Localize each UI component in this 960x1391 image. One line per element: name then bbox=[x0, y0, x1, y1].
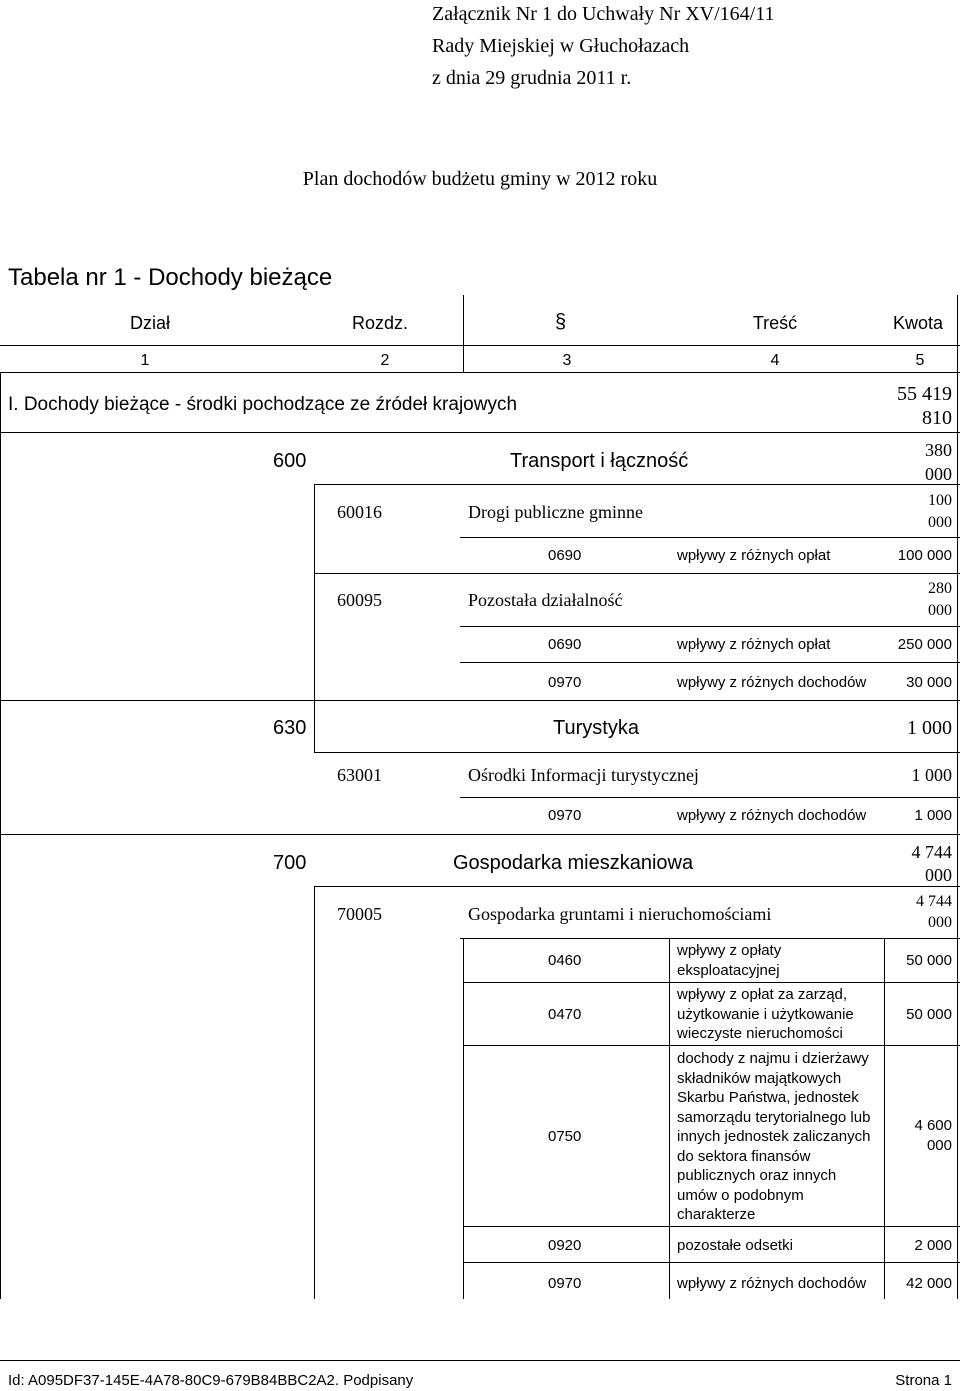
dzial-code: 600 bbox=[273, 450, 307, 472]
rozdzial-amount-line-1: 280 bbox=[928, 580, 952, 597]
row-divider bbox=[460, 797, 960, 798]
rozdzial-amount-line-1: 100 bbox=[928, 492, 952, 509]
paragraf-amount: 2 000 bbox=[914, 1237, 952, 1254]
rozdzial-code: 60016 bbox=[337, 502, 382, 522]
rozdzial-amount-line-1: 4 744 bbox=[916, 893, 952, 910]
row-divider bbox=[463, 1262, 960, 1263]
dzial-amount: 1 000 bbox=[907, 717, 952, 739]
paragraf-code: 0690 bbox=[548, 636, 582, 653]
attachment-line-2: Rady Miejskiej w Głuchołazach bbox=[432, 35, 690, 57]
paragraf-code: 0970 bbox=[548, 1275, 582, 1292]
rozdzial-name: Drogi publiczne gminne bbox=[468, 502, 643, 522]
rozdzial-amount-line-2: 000 bbox=[928, 914, 952, 931]
paragraf-name: wpływy z różnych dochodów bbox=[677, 1275, 867, 1292]
column-number-4: 4 bbox=[770, 352, 780, 369]
paragraf-amount: 250 000 bbox=[897, 636, 952, 653]
row-divider bbox=[460, 626, 960, 627]
paragraf-name: pozostałe odsetki bbox=[677, 1237, 793, 1254]
paragraf-code: 0750 bbox=[548, 1128, 582, 1145]
paragraf-amount: 50 000 bbox=[906, 1006, 952, 1023]
dzial-code: 630 bbox=[273, 717, 307, 739]
row-divider bbox=[314, 484, 960, 485]
paragraf-code: 0470 bbox=[548, 1006, 582, 1023]
paragraf-name: wpływy z opłat za zarząd, użytkowanie i użytkowanie wieczyste nieruchomości bbox=[677, 986, 854, 1042]
paragraf-name: wpływy z różnych dochodów bbox=[677, 674, 867, 691]
paragraf-code: 0460 bbox=[548, 952, 582, 969]
paragraf-amount-line-2: 000 bbox=[926, 1137, 952, 1154]
rozdzial-name: Ośrodki Informacji turystycznej bbox=[468, 765, 699, 785]
paragraf-amount: 30 000 bbox=[906, 674, 952, 691]
dzial-name: Transport i łączność bbox=[510, 450, 689, 472]
paragraf-code: 0970 bbox=[548, 674, 582, 691]
document-id: Id: A095DF37-145E-4A78-80C9-679B84BBC2A2. Podpisany bbox=[8, 1372, 414, 1389]
column-divider bbox=[884, 938, 885, 1299]
column-header-rozdz: Rozdz. bbox=[351, 313, 409, 333]
attachment-line-3: z dnia 29 grudnia 2011 r. bbox=[432, 67, 632, 89]
paragraf-amount: 42 000 bbox=[906, 1275, 952, 1292]
column-number-3: 3 bbox=[562, 352, 572, 369]
section-label: I. Dochody bieżące - środki pochodzące ze źródeł krajowych bbox=[8, 394, 518, 415]
column-divider bbox=[314, 886, 315, 1299]
rozdzial-code: 63001 bbox=[337, 765, 382, 785]
dzial-amount-line-1: 380 bbox=[925, 440, 952, 460]
column-header-tresc: Treść bbox=[752, 313, 798, 333]
plan-title: Plan dochodów budżetu gminy w 2012 roku bbox=[302, 168, 658, 190]
paragraf-name: wpływy z różnych opłat bbox=[677, 636, 831, 653]
ditto-mark-icon: § bbox=[555, 311, 567, 333]
row-divider bbox=[460, 537, 960, 538]
column-divider bbox=[314, 484, 315, 752]
paragraf-code: 0970 bbox=[548, 807, 582, 824]
row-divider bbox=[314, 573, 960, 574]
column-number-5: 5 bbox=[915, 352, 925, 369]
page-number: Strona 1 bbox=[895, 1372, 952, 1389]
column-header-dzial: Dział bbox=[129, 313, 170, 333]
rozdzial-code: 60095 bbox=[337, 590, 382, 610]
table-left-border bbox=[0, 372, 1, 1299]
paragraf-amount: 1 000 bbox=[914, 807, 952, 824]
paragraf-name: wpływy z różnych opłat bbox=[677, 547, 831, 564]
row-divider bbox=[460, 662, 960, 663]
row-divider bbox=[0, 834, 960, 835]
row-divider bbox=[0, 432, 960, 433]
rozdzial-amount-line-2: 000 bbox=[928, 602, 952, 619]
paragraf-name: dochody z najmu i dzierżawy składników majątkowych Skarbu Państwa, jednostek samorządu terytorialnego lub innych jednostek zaliczanych do sektora finansów publicznych oraz innych umów o podobnym charakterze bbox=[677, 1050, 871, 1223]
column-divider bbox=[463, 938, 464, 1299]
paragraf-code: 0690 bbox=[548, 547, 582, 564]
dzial-amount-line-2: 000 bbox=[925, 865, 952, 885]
column-header-kwota: Kwota bbox=[893, 313, 944, 333]
paragraf-amount: 100 000 bbox=[897, 547, 952, 564]
column-divider bbox=[669, 938, 670, 1299]
paragraf-name: wpływy z różnych dochodów bbox=[677, 807, 867, 824]
paragraf-amount: 50 000 bbox=[906, 952, 952, 969]
row-divider bbox=[314, 752, 960, 753]
dzial-amount-line-2: 000 bbox=[925, 464, 952, 484]
footer-divider bbox=[0, 1360, 960, 1361]
row-divider bbox=[314, 886, 960, 887]
rozdzial-amount-line-2: 000 bbox=[928, 514, 952, 531]
row-divider bbox=[0, 700, 960, 701]
paragraf-amount-line-1: 4 600 bbox=[914, 1117, 952, 1134]
rozdzial-name: Gospodarka gruntami i nieruchomościami bbox=[468, 904, 772, 924]
column-number-2: 2 bbox=[380, 352, 390, 369]
header-column-divider bbox=[463, 295, 464, 372]
row-divider bbox=[463, 982, 960, 983]
rozdzial-code: 70005 bbox=[337, 904, 382, 924]
section-amount-line-2: 810 bbox=[922, 407, 952, 429]
dzial-code: 700 bbox=[273, 852, 307, 874]
dzial-name: Gospodarka mieszkaniowa bbox=[453, 852, 694, 874]
header-divider bbox=[0, 345, 960, 346]
dzial-amount-line-1: 4 744 bbox=[911, 842, 952, 862]
table-top-border bbox=[0, 372, 960, 373]
row-divider bbox=[463, 1226, 960, 1227]
section-amount-line-1: 55 419 bbox=[897, 383, 952, 405]
rozdzial-name: Pozostała działalność bbox=[468, 590, 623, 610]
paragraf-code: 0920 bbox=[548, 1237, 582, 1254]
row-divider bbox=[463, 1045, 960, 1046]
dzial-name: Turystyka bbox=[553, 717, 639, 739]
row-divider bbox=[460, 938, 960, 939]
table-title: Tabela nr 1 - Dochody bieżące bbox=[8, 264, 333, 291]
column-number-1: 1 bbox=[140, 352, 150, 369]
rozdzial-amount: 1 000 bbox=[911, 765, 952, 785]
paragraf-name: wpływy z opłaty eksploatacyjnej bbox=[677, 942, 782, 979]
attachment-line-1: Załącznik Nr 1 do Uchwały Nr XV/164/11 bbox=[432, 3, 775, 25]
